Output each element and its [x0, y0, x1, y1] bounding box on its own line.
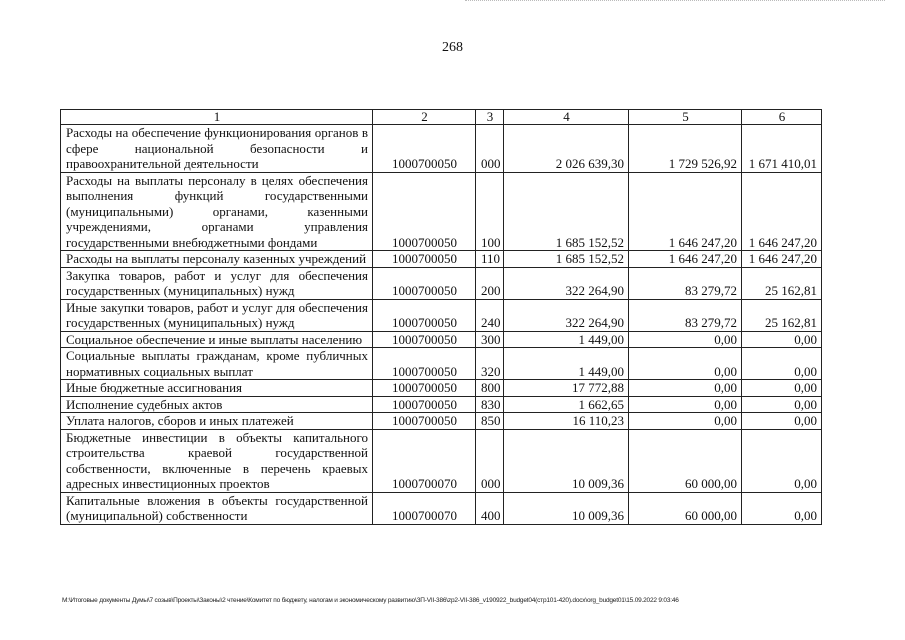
amount-col4: 16 110,23: [504, 413, 629, 430]
expense-name: Бюджетные инвестиции в объекты капитального строительства краевой государственной собственности, включенные в перечень краевых адресных инвестиционных проектов: [61, 429, 373, 492]
amount-col4: 1 662,65: [504, 396, 629, 413]
document-file-path: M:\Итоговые документы Думы\7 созыв\Проекты\Законы\2 чтение\Комитет по бюджету, налогам и экономическому развитию\ЗП-VII-386\zp2-VII-386_v190922_budget04(стр101-420).docx\org_budget01\15.09.2022 9:03:46: [62, 597, 679, 604]
amount-col4: 1 685 152,52: [504, 172, 629, 251]
amount-col6: 1 646 247,20: [742, 251, 822, 268]
amount-col6: 25 162,81: [742, 267, 822, 299]
amount-col4: 1 685 152,52: [504, 251, 629, 268]
target-article-code: 1000700050: [373, 299, 476, 331]
column-header: 1: [61, 110, 373, 125]
table-row: [61, 492, 822, 524]
amount-col5: 0,00: [629, 331, 742, 348]
amount-col5: 0,00: [629, 413, 742, 430]
expense-type-code: 200: [476, 267, 504, 299]
expense-name: Социальные выплаты гражданам, кроме публичных нормативных социальных выплат: [61, 348, 373, 380]
page-number: 268: [442, 40, 463, 55]
expense-name: Иные закупки товаров, работ и услуг для обеспечения государственных (муниципальных) нужд: [61, 299, 373, 331]
amount-col5: 1 729 526,92: [629, 125, 742, 173]
target-article-code: 1000700050: [373, 172, 476, 251]
amount-col5: 60 000,00: [629, 492, 742, 524]
expense-name: Расходы на выплаты персоналу в целях обеспечения выполнения функций государственными (муниципальными) органами, казенными учреждениями, органами управления государственными внебюджетными фондами: [61, 172, 373, 251]
column-header: 6: [742, 110, 822, 125]
target-article-code: 1000700050: [373, 348, 476, 380]
target-article-code: 1000700050: [373, 396, 476, 413]
amount-col4: 1 449,00: [504, 331, 629, 348]
expense-name: Капитальные вложения в объекты государственной (муниципальной) собственности: [61, 492, 373, 524]
table-row: [61, 429, 822, 492]
amount-col6: 0,00: [742, 429, 822, 492]
amount-col5: 60 000,00: [629, 429, 742, 492]
amount-col4: 322 264,90: [504, 267, 629, 299]
amount-col5: 83 279,72: [629, 299, 742, 331]
amount-col5: 0,00: [629, 380, 742, 397]
table-row: [61, 380, 822, 397]
amount-col4: 10 009,36: [504, 492, 629, 524]
amount-col4: 10 009,36: [504, 429, 629, 492]
expense-type-code: 400: [476, 492, 504, 524]
column-header: 2: [373, 110, 476, 125]
target-article-code: 1000700050: [373, 380, 476, 397]
expense-name: Исполнение судебных актов: [61, 396, 373, 413]
amount-col4: 17 772,88: [504, 380, 629, 397]
table-row: [61, 413, 822, 430]
target-article-code: 1000700070: [373, 429, 476, 492]
amount-col6: 0,00: [742, 492, 822, 524]
scan-top-marks: [465, 0, 885, 4]
amount-col5: 1 646 247,20: [629, 172, 742, 251]
target-article-code: 1000700050: [373, 251, 476, 268]
expense-type-code: 850: [476, 413, 504, 430]
table-row: [61, 267, 822, 299]
expense-name: Уплата налогов, сборов и иных платежей: [61, 413, 373, 430]
expense-type-code: 830: [476, 396, 504, 413]
expense-type-code: 110: [476, 251, 504, 268]
expense-name: Расходы на обеспечение функционирования органов в сфере национальной безопасности и правоохранительной деятельности: [61, 125, 373, 173]
table-row: [61, 125, 822, 173]
expense-type-code: 800: [476, 380, 504, 397]
target-article-code: 1000700070: [373, 492, 476, 524]
amount-col6: 0,00: [742, 396, 822, 413]
amount-col4: 322 264,90: [504, 299, 629, 331]
expense-type-code: 000: [476, 125, 504, 173]
amount-col6: 0,00: [742, 380, 822, 397]
amount-col5: 0,00: [629, 396, 742, 413]
column-header: 5: [629, 110, 742, 125]
expense-name: Закупка товаров, работ и услуг для обеспечения государственных (муниципальных) нужд: [61, 267, 373, 299]
column-header: 4: [504, 110, 629, 125]
expense-name: Расходы на выплаты персоналу казенных учреждений: [61, 251, 373, 268]
amount-col6: 1 646 247,20: [742, 172, 822, 251]
amount-col6: 0,00: [742, 413, 822, 430]
expense-type-code: 300: [476, 331, 504, 348]
amount-col5: 83 279,72: [629, 267, 742, 299]
table-row: [61, 331, 822, 348]
amount-col4: 1 449,00: [504, 348, 629, 380]
target-article-code: 1000700050: [373, 331, 476, 348]
table-row: [61, 396, 822, 413]
expense-name: Социальное обеспечение и иные выплаты населению: [61, 331, 373, 348]
table-row: [61, 172, 822, 251]
expense-name: Иные бюджетные ассигнования: [61, 380, 373, 397]
target-article-code: 1000700050: [373, 267, 476, 299]
expense-type-code: 240: [476, 299, 504, 331]
amount-col5: 0,00: [629, 348, 742, 380]
amount-col6: 1 671 410,01: [742, 125, 822, 173]
amount-col6: 0,00: [742, 348, 822, 380]
expense-type-code: 320: [476, 348, 504, 380]
amount-col6: 25 162,81: [742, 299, 822, 331]
amount-col5: 1 646 247,20: [629, 251, 742, 268]
table-row: [61, 299, 822, 331]
target-article-code: 1000700050: [373, 125, 476, 173]
amount-col4: 2 026 639,30: [504, 125, 629, 173]
expense-type-code: 000: [476, 429, 504, 492]
budget-table: [60, 109, 822, 525]
target-article-code: 1000700050: [373, 413, 476, 430]
table-row: [61, 348, 822, 380]
column-header: 3: [476, 110, 504, 125]
expense-type-code: 100: [476, 172, 504, 251]
amount-col6: 0,00: [742, 331, 822, 348]
table-header-row: [61, 110, 822, 125]
table-row: [61, 251, 822, 268]
